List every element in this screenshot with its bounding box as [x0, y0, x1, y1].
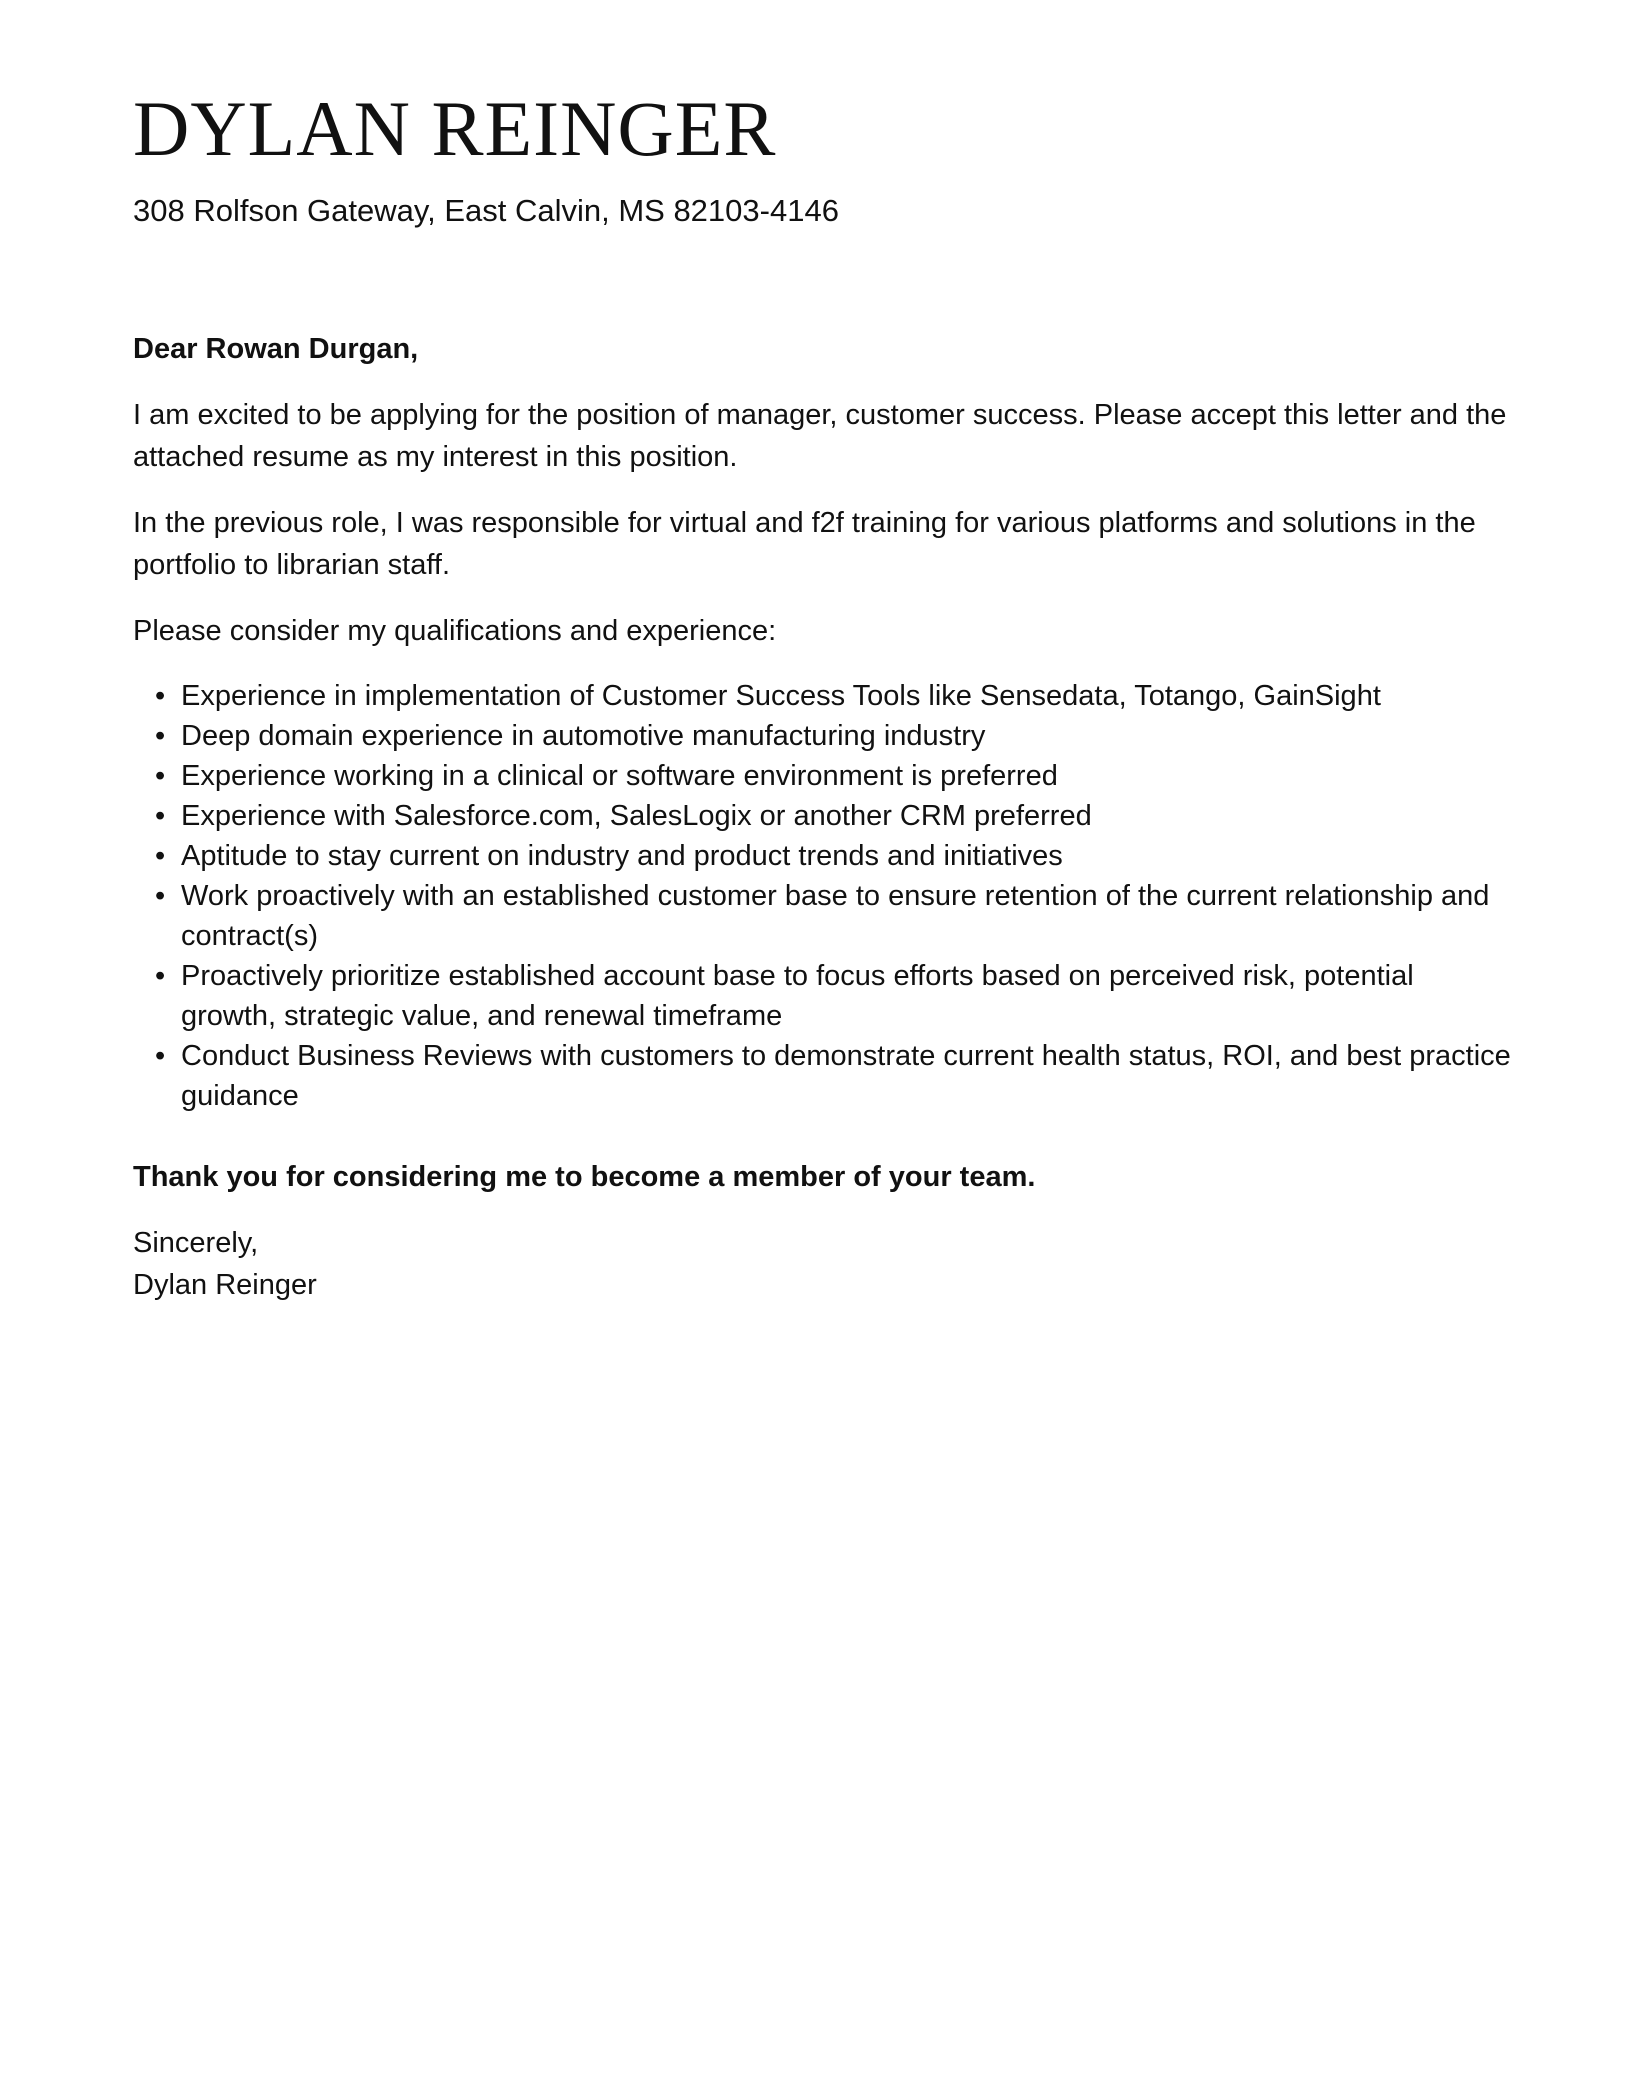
list-item-text: Deep domain experience in automotive manufacturing industry: [181, 720, 986, 752]
letter-body: [133, 328, 1513, 1306]
list-item: [155, 1036, 1513, 1116]
list-item: [155, 876, 1513, 956]
applicant-address: 308 Rolfson Gateway, East Calvin, MS 82103-4146: [133, 193, 839, 228]
list-item: [155, 716, 1513, 756]
paragraph-intro: I am excited to be applying for the position of manager, customer success. Please accept this letter and the attached resume as my interest in this position.: [133, 399, 1507, 473]
list-item: [155, 836, 1513, 876]
signature: Dylan Reinger: [133, 1269, 317, 1301]
bullet-icon: •: [155, 760, 166, 792]
list-item-text: Experience working in a clinical or software environment is preferred: [181, 760, 1058, 792]
list-item: [155, 676, 1513, 716]
bullet-icon: •: [155, 720, 166, 752]
salutation: Dear Rowan Durgan,: [133, 333, 419, 365]
bullet-icon: •: [155, 880, 166, 912]
list-item-text: Experience with Salesforce.com, SalesLogix or another CRM preferred: [181, 800, 1092, 832]
applicant-name: DYLAN REINGER: [133, 85, 777, 172]
bullet-icon: •: [155, 800, 166, 832]
list-item-text: Proactively prioritize established account base to focus efforts based on perceived risk, potential growth, strategic value, and renewal timeframe: [181, 960, 1414, 1032]
bullet-icon: •: [155, 1040, 166, 1072]
list-item-text: Conduct Business Reviews with customers to demonstrate current health status, ROI, and best practice guidance: [181, 1040, 1511, 1112]
cover-letter-page: [133, 85, 1513, 1301]
list-item: [155, 956, 1513, 1036]
paragraph-previous-role: In the previous role, I was responsible for virtual and f2f training for various platforms and solutions in the portfolio to librarian staff.: [133, 507, 1476, 581]
bullet-icon: •: [155, 680, 166, 712]
list-item: [155, 756, 1513, 796]
list-item-text: Work proactively with an established customer base to ensure retention of the current relationship and contract(s): [181, 880, 1490, 952]
bullet-icon: •: [155, 960, 166, 992]
bullet-icon: •: [155, 840, 166, 872]
list-item-text: Experience in implementation of Customer Success Tools like Sensedata, Totango, GainSight: [181, 680, 1381, 712]
closing-line: Thank you for considering me to become a member of your team.: [133, 1161, 1036, 1193]
paragraph-qualifications-lead: Please consider my qualifications and experience:: [133, 615, 777, 647]
list-item-text: Aptitude to stay current on industry and product trends and initiatives: [181, 840, 1063, 872]
qualifications-list: [133, 676, 1513, 1116]
signoff: Sincerely,: [133, 1227, 259, 1259]
list-item: [155, 796, 1513, 836]
